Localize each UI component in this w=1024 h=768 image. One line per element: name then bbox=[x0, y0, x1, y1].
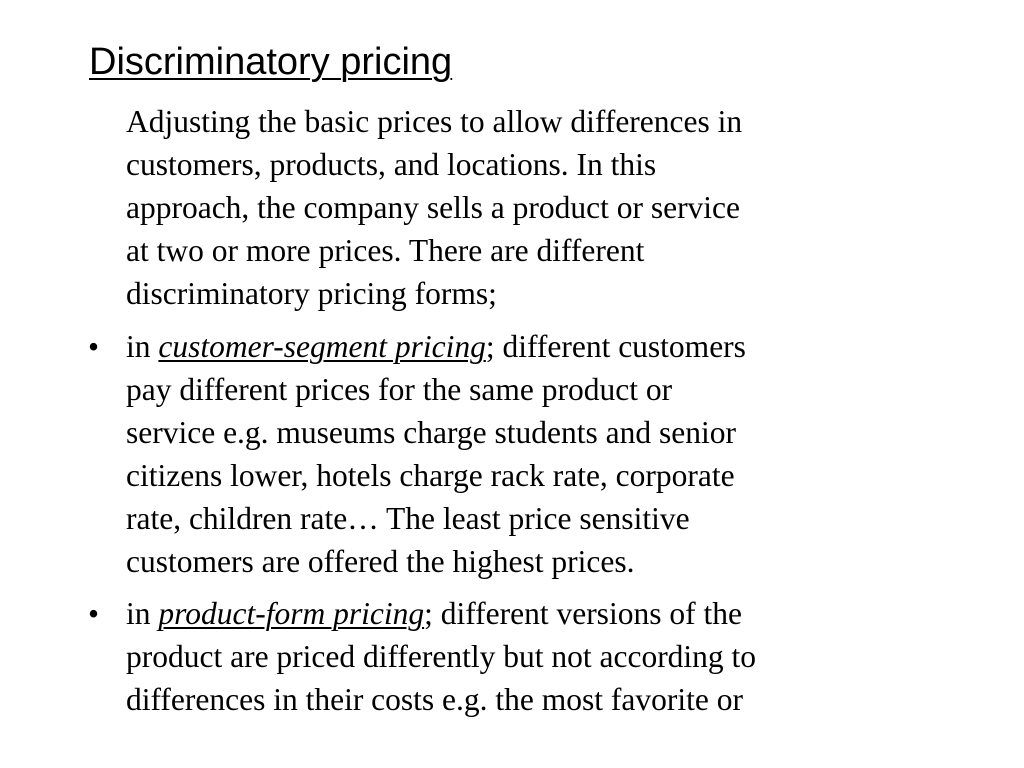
bullet-marker: • bbox=[88, 329, 100, 364]
bullet-term: product-form pricing bbox=[158, 596, 425, 631]
bullet-term: customer-segment pricing bbox=[158, 329, 486, 364]
intro-paragraph bbox=[126, 100, 926, 315]
bullet-line: citizens lower, hotels charge rack rate, corporate bbox=[126, 458, 735, 493]
bullet-line: differences in their costs e.g. the most favorite or bbox=[126, 682, 743, 717]
intro-line: customers, products, and locations. In this bbox=[126, 147, 657, 182]
bullet-marker: • bbox=[88, 596, 100, 631]
bullet-first-line bbox=[126, 325, 946, 368]
bullet-line: rate, children rate… The least price sensitive bbox=[126, 501, 690, 536]
bullet-first-line-rest: ; different customers bbox=[485, 329, 746, 364]
bullet-first-line-rest: ; different versions of the bbox=[424, 596, 742, 631]
bullet-line: service e.g. museums charge students and senior bbox=[126, 415, 737, 450]
intro-line: approach, the company sells a product or service bbox=[126, 190, 741, 225]
bullet-line: product are priced differently but not according to bbox=[126, 639, 757, 674]
bullet-customer-segment-pricing bbox=[88, 325, 946, 583]
intro-line: discriminatory pricing forms; bbox=[126, 276, 497, 311]
bullet-product-form-pricing bbox=[88, 592, 946, 721]
slide-title: Discriminatory pricing bbox=[89, 41, 453, 83]
bullet-lead: in bbox=[126, 596, 159, 631]
intro-line: Adjusting the basic prices to allow differences in bbox=[126, 104, 743, 139]
bullet-line: pay different prices for the same product or bbox=[126, 372, 673, 407]
intro-line: at two or more prices. There are different bbox=[126, 233, 645, 268]
bullet-line: customers are offered the highest prices. bbox=[126, 544, 635, 579]
bullet-first-line bbox=[126, 592, 946, 635]
bullet-lead: in bbox=[126, 329, 159, 364]
